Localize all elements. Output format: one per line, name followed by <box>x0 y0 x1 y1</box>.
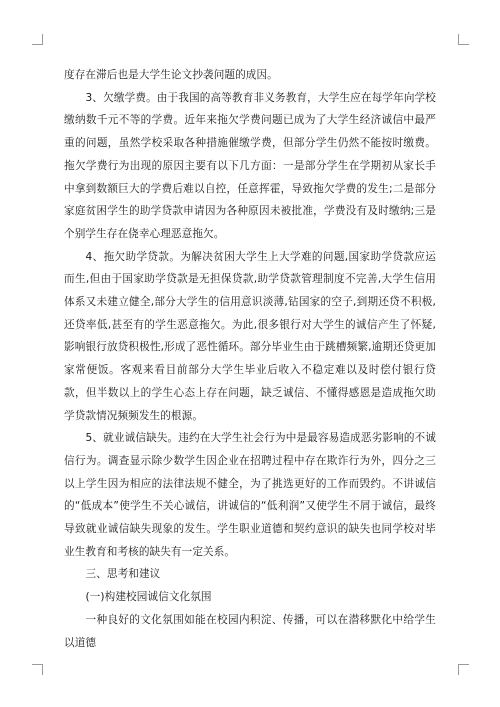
section-heading: 三、思考和建议 <box>85 568 161 581</box>
paragraph-employment-integrity: 5、就业诚信缺失。违约在大学生社会行为中是最容易造成恶劣影响的不诚信行为。调查显示除少数学生因企业在招聘过程中存在欺诈行为外，四分之三以上学生因为相应的法律法规不健全，为了挑选更好的工作而毁约。不讲诚信的“低成本”使学生不关心诚信，讲诚信的“低利润”又使学生不屑于诚信，最终导致就业诚信缺失现象的发生。学生职业道德和契约意识的缺失也同学校对毕业生教育和考核的缺失有一定关系。 <box>64 432 436 558</box>
crop-mark-bottom-right <box>458 664 469 675</box>
paragraph-student-loans: 4、拖欠助学贷款。为解决贫困大学生上大学难的问题,国家助学贷款应运而生,但由于国家助学贷款是无担保贷款,助学贷款管理制度不完善,大学生信用体系又未建立健全,部分大学生的信用意识淡薄,钻国家的空子,到期还贷不积极,还贷率低,甚至有的学生恶意拖欠。为此,很多银行对大学生的诚信产生了怀疑,影响银行放贷积极性,形成了恶性循环。部分毕业生由于跳槽频繁,逾期还贷更加家常便饭。客观来看目前部分大学生毕业后收入不稳定难以及时偿付银行贷款，但半数以上的学生心态上存在问题，缺乏诚信、不懂得感恩是造成拖欠助学贷款情况频频发生的根源。 <box>64 250 436 422</box>
paragraph-campus-culture: 一种良好的文化氛围如能在校园内积淀、传播，可以在潜移默化中给学生以道德 <box>64 613 436 649</box>
crop-mark-top-right <box>458 34 469 45</box>
crop-mark-bottom-left <box>32 664 43 675</box>
subsection-heading: (一)构建校园诚信文化氛围 <box>85 591 212 604</box>
crop-mark-top-left <box>32 34 43 45</box>
paragraph-unpaid-tuition: 3、欠缴学费。由于我国的高等教育非义务教育，大学生应在每学年向学校缴纳数千元不等的学费。近年来拖欠学费问题已成为了大学生经济诚信中最严重的问题，虽然学校采取各种措施催缴学费，但部分学生仍然不能按时缴费。拖欠学费行为出现的原因主要有以下几方面：一是部分学生在学期初从家长手中拿到数额巨大的学费后难以自控，任意挥霍，导致拖欠学费的发生;二是部分家庭贫困学生的助学贷款申请因为各种原因未被批准，学费没有及时缴纳;三是个别学生存在侥幸心理恶意拖欠。 <box>64 91 436 240</box>
document-body <box>64 64 436 654</box>
paragraph-continuation: 度存在滞后也是大学生论文抄袭问题的成因。 <box>64 69 278 81</box>
